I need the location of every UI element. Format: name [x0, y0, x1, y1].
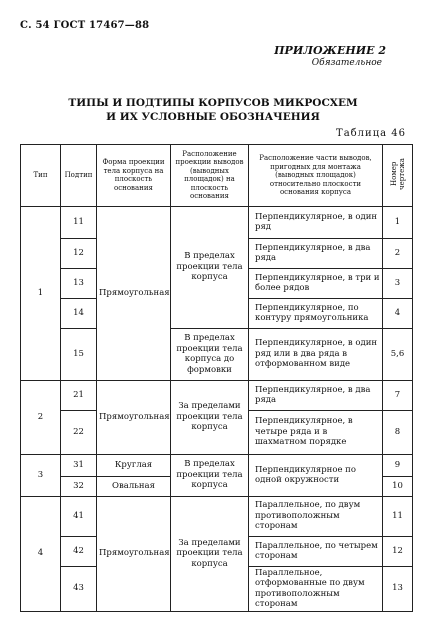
col-header-subtype: Подтип: [61, 145, 97, 207]
col-header-figure: [383, 145, 413, 207]
figure-cell: 5,6: [383, 328, 413, 380]
shape-cell-round: Круглая: [97, 454, 171, 476]
subtype-cell: 43: [61, 566, 97, 611]
figure-cell: 7: [383, 380, 413, 410]
types-table: [20, 144, 413, 612]
table-number: Таблица 46: [336, 128, 406, 139]
table-header-row: [21, 145, 413, 207]
subtype-cell: 31: [61, 454, 97, 476]
figure-cell: 4: [383, 298, 413, 328]
figure-cell: 3: [383, 268, 413, 298]
figure-cell: 2: [383, 238, 413, 268]
table-row: [21, 496, 413, 536]
shape-cell-oval: Овальная: [97, 476, 171, 496]
figure-cell: 13: [383, 566, 413, 611]
figure-header-text: Номер чертежа: [389, 158, 406, 190]
arrangement-cell: Перпендикулярное, в четыре ряда и в шахматном порядке: [249, 410, 383, 454]
type-cell-2: 2: [21, 380, 61, 454]
shape-cell-rect-4: Прямоугольная: [97, 496, 171, 611]
subtype-cell: 21: [61, 380, 97, 410]
arrangement-cell: Параллельное, по двум противоположным сторонам: [249, 496, 383, 536]
figure-cell: 11: [383, 496, 413, 536]
arrangement-cell: Перпендикулярное, в один ряд или в два ряда в отформованном виде: [249, 328, 383, 380]
location-cell-outside-4: За пределами проекции тела корпуса: [171, 496, 249, 611]
subtype-cell: 14: [61, 298, 97, 328]
arrangement-cell: Параллельное, по четырем сторонам: [249, 536, 383, 566]
title-line-2: И ИХ УСЛОВНЫЕ ОБОЗНАЧЕНИЯ: [106, 111, 320, 123]
subtype-cell: 41: [61, 496, 97, 536]
location-cell-before-forming: В пределах проекции тела корпуса до формовки: [171, 328, 249, 380]
subtype-cell: 11: [61, 206, 97, 238]
table-row: [21, 454, 413, 476]
mandatory-label: Обязательное: [311, 58, 382, 68]
figure-cell: 12: [383, 536, 413, 566]
arrangement-cell: Параллельное, отформованные по двум противоположным сторонам: [249, 566, 383, 611]
figure-cell: 9: [383, 454, 413, 476]
arrangement-cell: Перпендикулярное, по контуру прямоугольника: [249, 298, 383, 328]
location-cell-within: В пределах проекции тела корпуса: [171, 206, 249, 328]
subtype-cell: 22: [61, 410, 97, 454]
figure-cell: 8: [383, 410, 413, 454]
table-row: [21, 206, 413, 238]
arrangement-cell: Перпендикулярное, в один ряд: [249, 206, 383, 238]
subtype-cell: 42: [61, 536, 97, 566]
col-header-location: Расположение проекции выводов (выводных площадок) на плоскость основания: [171, 145, 249, 207]
page-title: [0, 96, 426, 124]
table-row: [21, 328, 413, 380]
subtype-cell: 13: [61, 268, 97, 298]
subtype-cell: 15: [61, 328, 97, 380]
type-cell-3: 3: [21, 454, 61, 496]
col-header-shape: Форма проекции тела корпуса на плоскость основания: [97, 145, 171, 207]
subtype-cell: 32: [61, 476, 97, 496]
arrangement-cell: Перпендикулярное, в три и более рядов: [249, 268, 383, 298]
arrangement-cell: Перпендикулярное, в два ряда: [249, 380, 383, 410]
shape-cell-rect-2: Прямоугольная: [97, 380, 171, 454]
table-row: [21, 380, 413, 410]
arrangement-cell: Перпендикулярное, в два ряда: [249, 238, 383, 268]
type-cell-4: 4: [21, 496, 61, 611]
appendix-label: ПРИЛОЖЕНИЕ 2: [274, 44, 386, 57]
arrangement-cell: Перпендикулярное по одной окружности: [249, 454, 383, 496]
col-header-arrangement: Расположение части выводов, пригодных для монтажа (выводных площадок) относительно плоскости основания корпуса: [249, 145, 383, 207]
shape-cell-rect-1: Прямоугольная: [97, 206, 171, 380]
col-header-type: Тип: [21, 145, 61, 207]
page-reference: С. 54 ГОСТ 17467—88: [20, 20, 150, 31]
location-cell-within-3: В пределах проекции тела корпуса: [171, 454, 249, 496]
type-cell-1: 1: [21, 206, 61, 380]
title-line-1: ТИПЫ И ПОДТИПЫ КОРПУСОВ МИКРОСХЕМ: [68, 97, 358, 109]
subtype-cell: 12: [61, 238, 97, 268]
figure-cell: 10: [383, 476, 413, 496]
figure-cell: 1: [383, 206, 413, 238]
location-cell-outside-2: За пределами проекции тела корпуса: [171, 380, 249, 454]
